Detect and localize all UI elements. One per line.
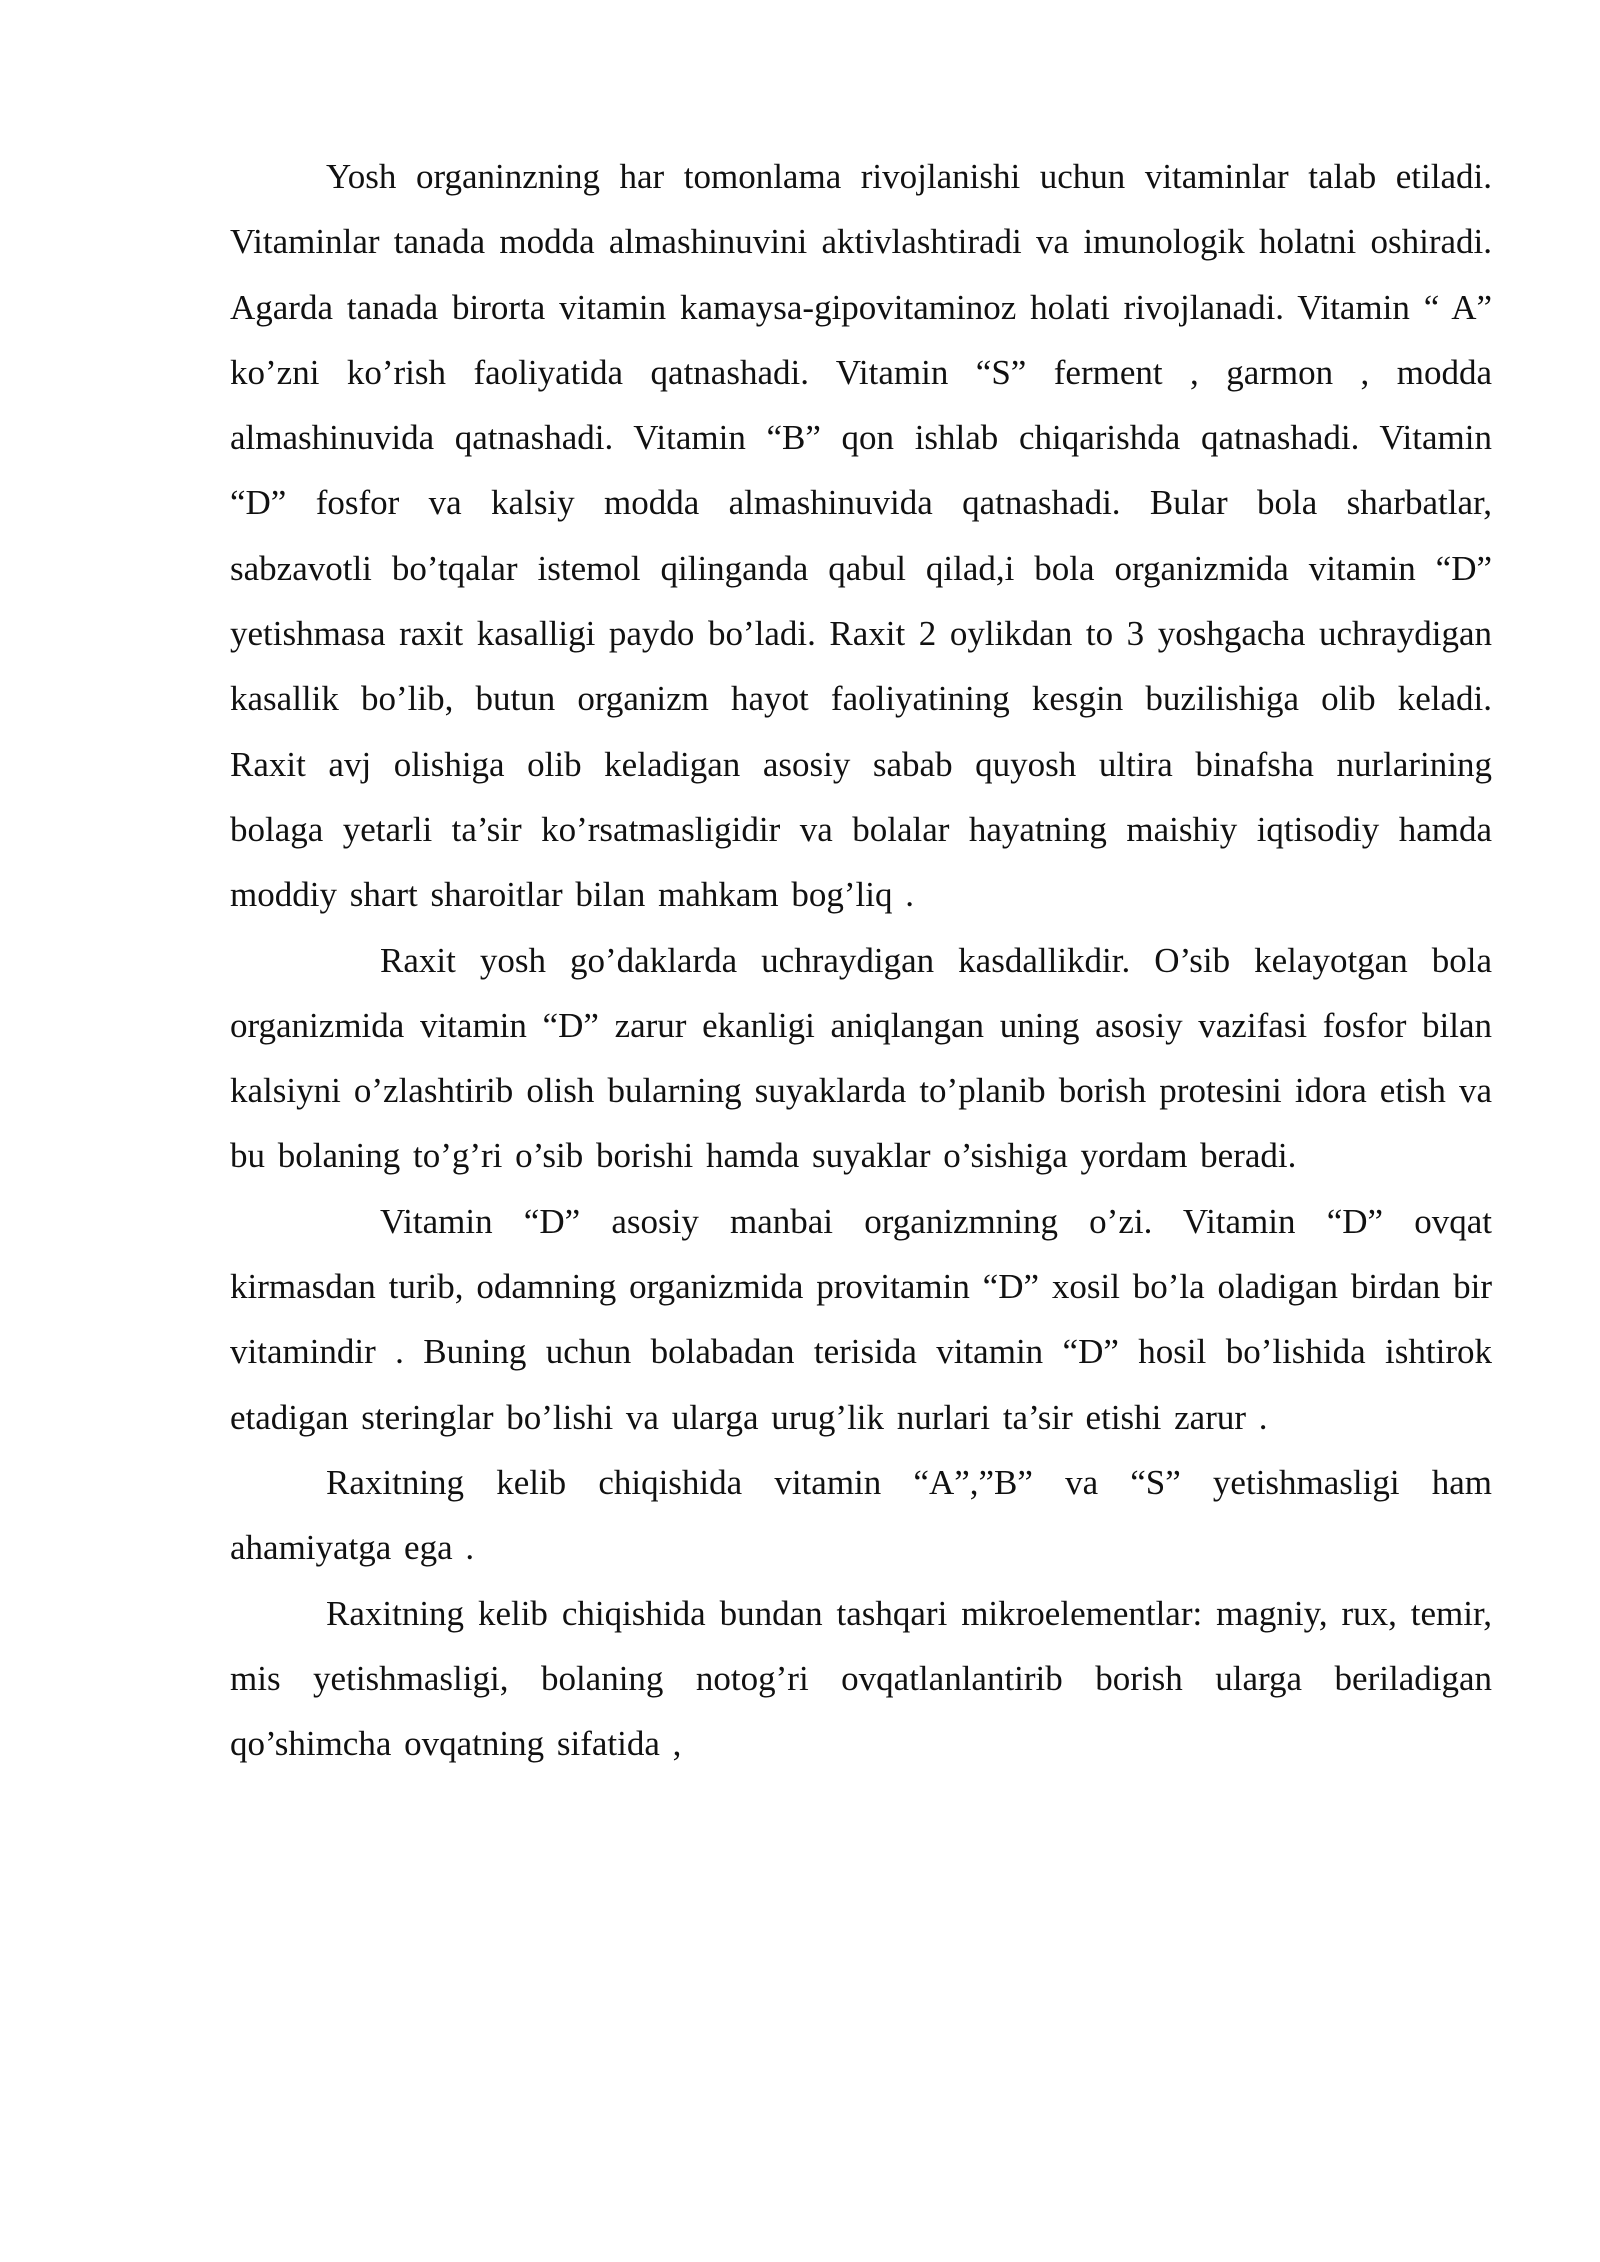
document-body bbox=[230, 144, 1492, 1776]
paragraph-raxit-causes: Raxitning kelib chiqishida vitamin “A”,”B” va “S” yetishmasligi ham ahamiyatga ega . bbox=[230, 1462, 1492, 1568]
paragraph-vitamins-overview: Yosh organinzning har tomonlama rivojlanishi uchun vitaminlar talab etiladi. Vitaminlar tanada modda almashinuvini aktivlashtiradi va imunologik holatni oshiradi. Agarda tanada birorta vitamin kamaysa-gipovitaminoz holati rivojlanadi. Vitamin “ A” ko’zni ko’rish faoliyatida qatnashadi. Vitamin “S” ferment , garmon , modda almashinuvida qatnashadi. Vitamin “B” qon ishlab chiqarishda qatnashadi. Vitamin “D” fosfor va kalsiy modda almashinuvida qatnashadi. Bular bola sharbatlar, sabzavotli bo’tqalar istemol qilinganda qabul qilad,i bola organizmida vitamin “D” yetishmasa raxit kasalligi paydo bo’ladi. Raxit 2 oylikdan to 3 yoshgacha uchraydigan kasallik bo’lib, butun organizm hayot faoliyatining kesgin buzilishiga olib keladi. Raxit avj olishiga olib keladigan asosiy sabab quyosh ultira binafsha nurlarining bolaga yetarli ta’sir ko’rsatmasligidir va bolalar hayatning maishiy iqtisodiy hamda moddiy shart sharoitlar bilan mahkam bog’liq . bbox=[230, 157, 1492, 915]
paragraph-microelements: Raxitning kelib chiqishida bundan tashqari mikroelementlar: magniy, rux, temir, mis yetishmasligi, bolaning notog’ri ovqatlanlantirib borish ularga beriladigan qo’shimcha ovqatning sifatida , bbox=[230, 1593, 1492, 1764]
paragraph-raxit-vitamin-d: Raxit yosh go’daklarda uchraydigan kasdallikdir. O’sib kelayotgan bola organizmida vitamin “D” zarur ekanligi aniqlangan uning asosiy vazifasi fosfor bilan kalsiyni o’zlashtirib olish bularning suyaklarda to’planib borish protesini idora etish va bu bolaning to’g’ri o’sib borishi hamda suyaklar o’sishiga yordam beradi. bbox=[230, 940, 1492, 1176]
paragraph-vitamin-d-source: Vitamin “D” asosiy manbai organizmning o’zi. Vitamin “D” ovqat kirmasdan turib, odamning organizmida provitamin “D” xosil bo’la oladigan birdan bir vitamindir . Buning uchun bolabadan terisida vitamin “D” hosil bo’lishida ishtirok etadigan steringlar bo’lishi va ularga urug’lik nurlari ta’sir etishi zarur . bbox=[230, 1201, 1492, 1437]
